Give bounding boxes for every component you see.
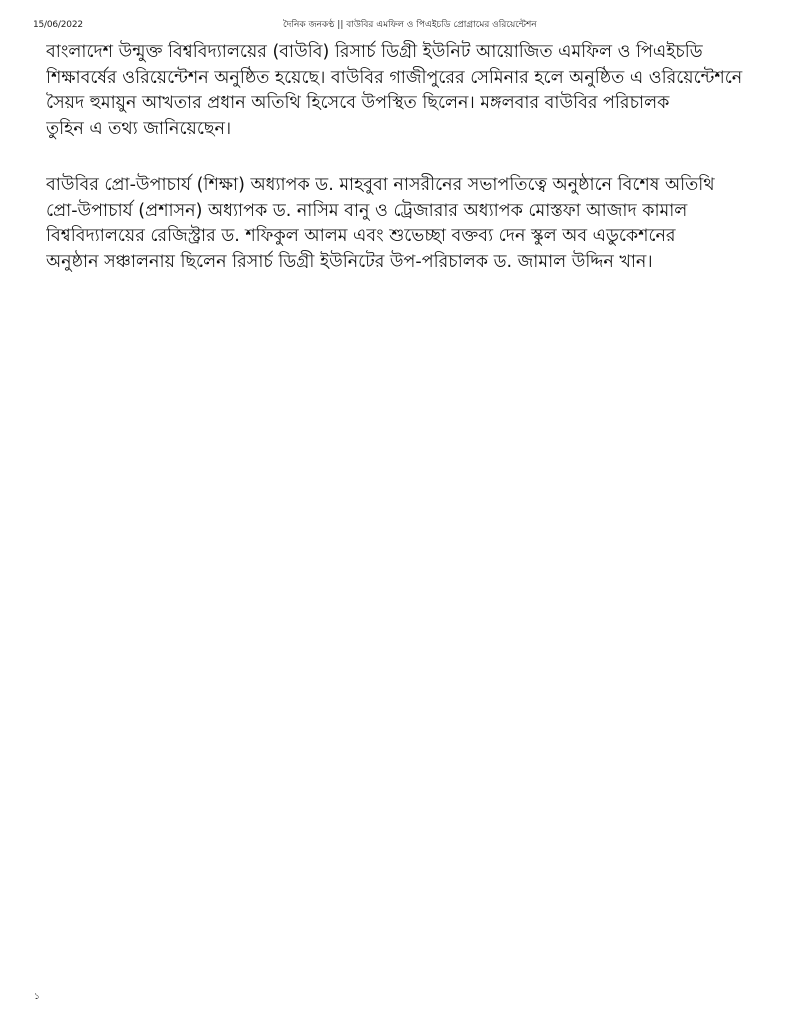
article-body bbox=[46, 40, 791, 275]
paragraph-line: অনুষ্ঠান সঞ্চালনায় ছিলেন রিসার্চ ডিগ্রী ইউনিটের উপ-পরিচালক ড. জামাল উদ্দিন খান। bbox=[46, 251, 653, 272]
print-date: 15/06/2022 bbox=[33, 20, 83, 30]
print-header bbox=[33, 18, 791, 32]
paragraph-line: প্রো-উপাচার্য (প্রশাসন) অধ্যাপক ড. নাসিম বানু ও ট্রেজারার অধ্যাপক মোস্তফা আজাদ কামাল bbox=[46, 200, 688, 221]
paragraph-line: শিক্ষাবর্ষের ওরিয়েন্টেশন অনুষ্ঠিত হয়েছে। বাউবির গাজীপুরের সেমিনার হলে অনুষ্ঠিত এ ওরিয়েন্টেশনে bbox=[46, 67, 743, 88]
article-paragraph bbox=[46, 173, 791, 275]
article-paragraph bbox=[46, 40, 791, 142]
page-number: ১ bbox=[34, 992, 40, 1002]
paragraph-line: সৈয়দ হুমায়ুন আখতার প্রধান অতিথি হিসেবে উপস্থিত ছিলেন। মঙ্গলবার বাউবির পরিচালক bbox=[46, 93, 670, 113]
paragraph-line: তুহিন এ তথ্য জানিয়েছেন। bbox=[46, 118, 232, 139]
print-title: দৈনিক জনকণ্ঠ || বাউবির এমফিল ও পিএইচডি প্রোগ্রামের ওরিয়েন্টেশন bbox=[283, 20, 537, 30]
paragraph-line: বিশ্ববিদ্যালয়ের রেজিস্ট্রার ড. শফিকুল আলম এবং শুভেচ্ছা বক্তব্য দেন স্কুল অব এডুকেশনের bbox=[46, 226, 676, 246]
paragraph-line: বাংলাদেশ উন্মুক্ত বিশ্ববিদ্যালয়ের (বাউবি) রিসার্চ ডিগ্রী ইউনিট আয়োজিত এমফিল ও পিএইচডি bbox=[46, 42, 703, 62]
paragraph-line: বাউবির প্রো-উপাচার্য (শিক্ষা) অধ্যাপক ড. মাহবুবা নাসরীনের সভাপতিত্বে অনুষ্ঠানে বিশেষ অতিথি bbox=[46, 175, 715, 195]
